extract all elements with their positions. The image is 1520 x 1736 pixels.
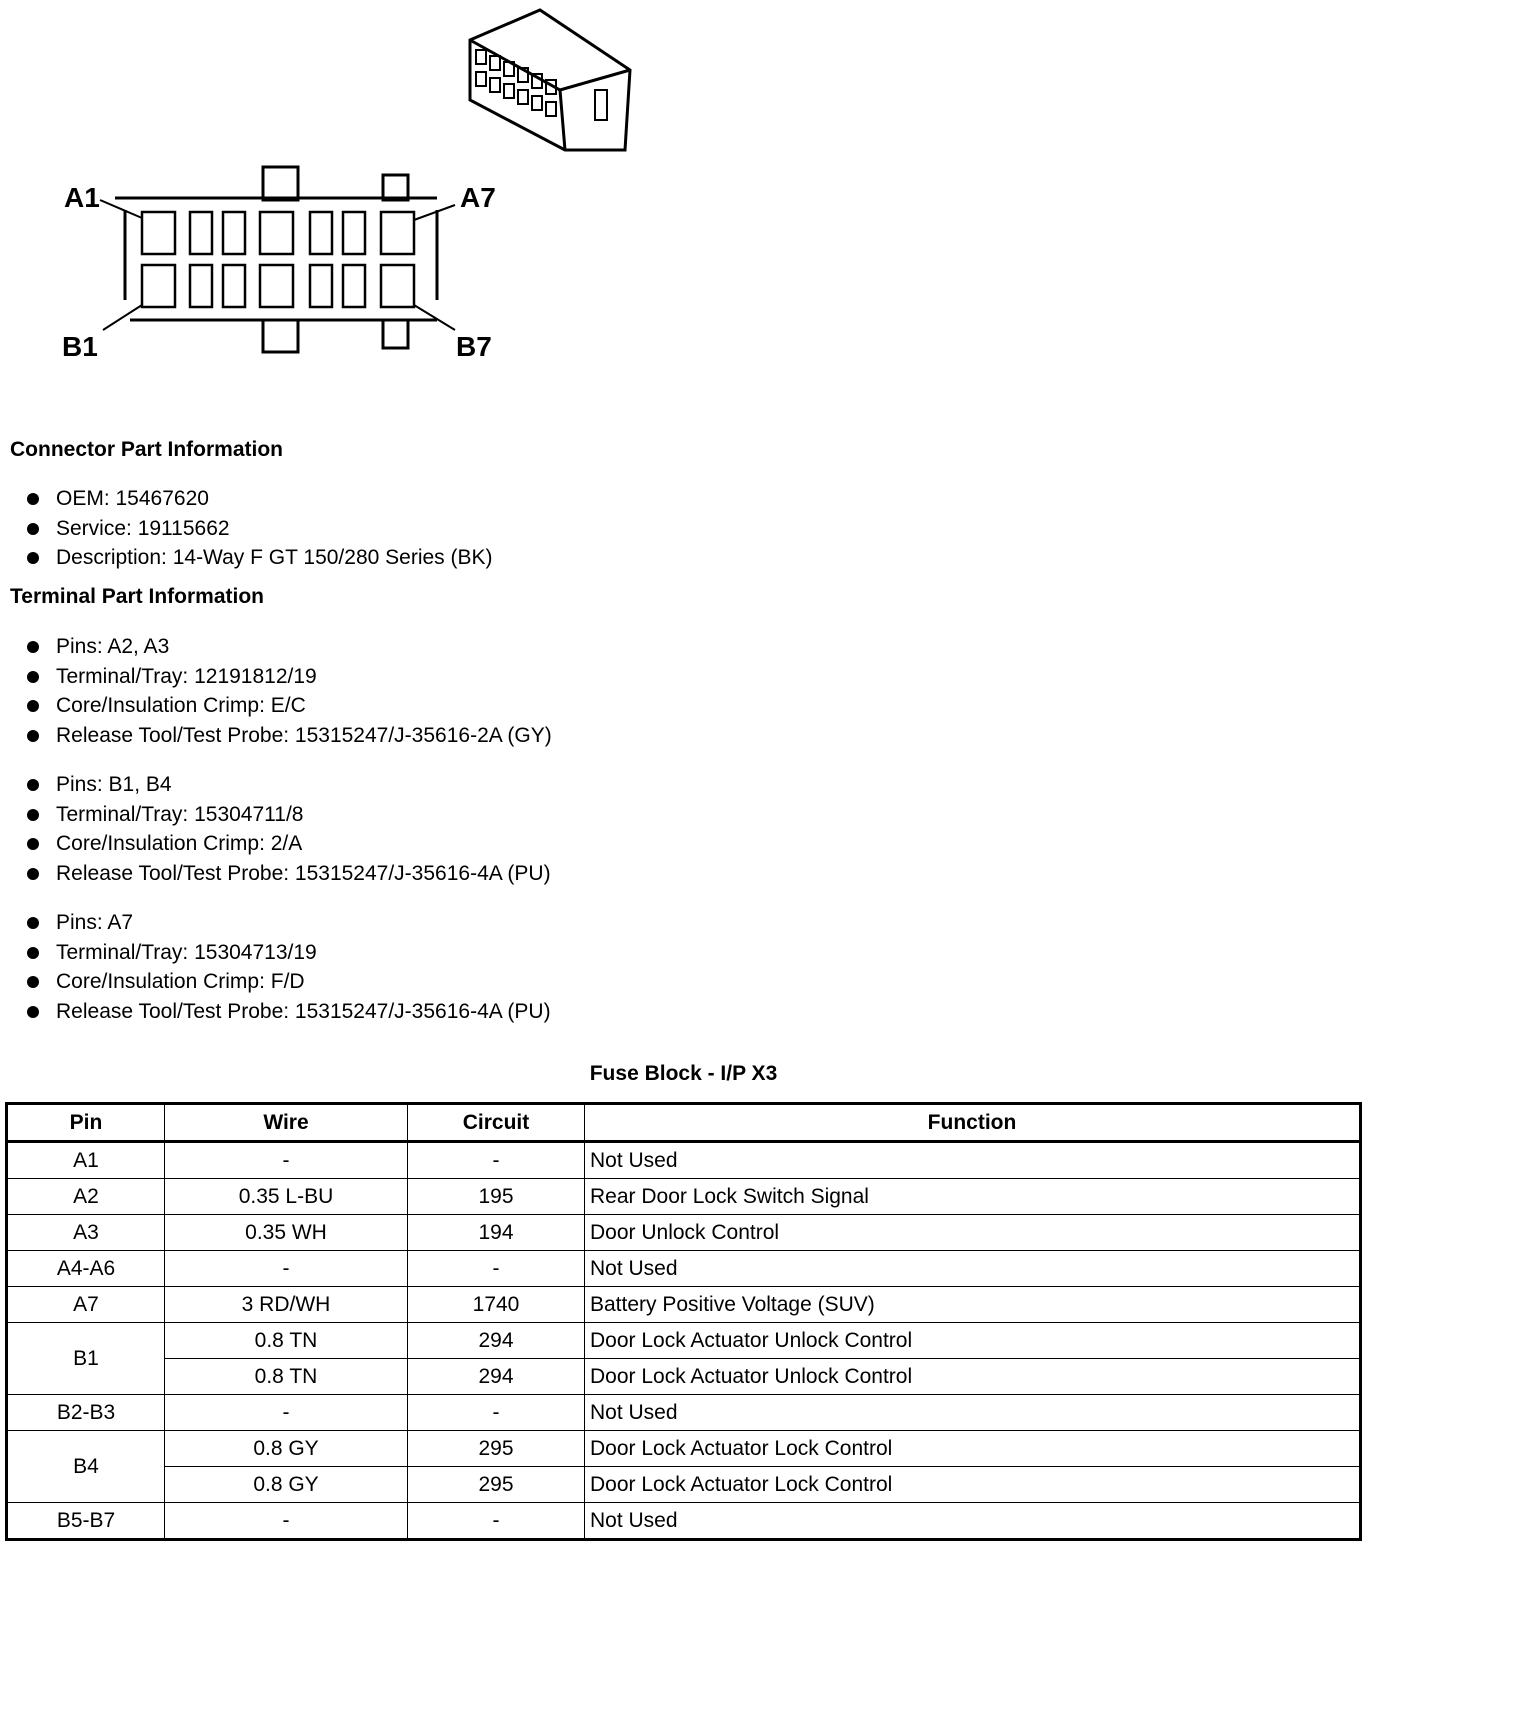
- terminal-group-1: [10, 632, 552, 750]
- list-item: Release Tool/Test Probe: 15315247/J-35616-4A (PU): [10, 997, 551, 1027]
- function-cell: Door Lock Actuator Lock Control: [585, 1431, 1361, 1467]
- function-cell: Rear Door Lock Switch Signal: [585, 1179, 1361, 1215]
- list-item: OEM: 15467620: [10, 484, 493, 514]
- connector-info-list: [10, 484, 493, 573]
- circuit-cell: -: [408, 1251, 585, 1287]
- pinout-table: [5, 1102, 1362, 1541]
- terminal-info-heading: Terminal Part Information: [10, 585, 264, 608]
- list-item: Pins: B1, B4: [10, 770, 551, 800]
- column-header: Circuit: [408, 1104, 585, 1142]
- list-item: Core/Insulation Crimp: E/C: [10, 691, 552, 721]
- pin-cell: A1: [7, 1142, 165, 1179]
- table-row: [7, 1395, 1361, 1431]
- function-cell: Not Used: [585, 1142, 1361, 1179]
- circuit-cell: 195: [408, 1179, 585, 1215]
- table-row: [7, 1142, 1361, 1179]
- list-item: Core/Insulation Crimp: F/D: [10, 967, 551, 997]
- pin-cell: B1: [7, 1323, 165, 1395]
- pin-cell: A4-A6: [7, 1251, 165, 1287]
- list-item: Description: 14-Way F GT 150/280 Series (BK): [10, 543, 493, 573]
- column-header: Function: [585, 1104, 1361, 1142]
- pin-label-b1: B1: [62, 331, 98, 362]
- wire-cell: 0.8 GY: [165, 1467, 408, 1503]
- table-row: [7, 1359, 1361, 1395]
- connector-isometric-view: [470, 10, 630, 150]
- list-item: Terminal/Tray: 15304711/8: [10, 800, 551, 830]
- pin-label-a7: A7: [460, 182, 496, 213]
- list-item: Terminal/Tray: 12191812/19: [10, 662, 552, 692]
- table-row: [7, 1251, 1361, 1287]
- wire-cell: 0.8 TN: [165, 1323, 408, 1359]
- circuit-cell: -: [408, 1503, 585, 1540]
- wire-cell: 0.35 WH: [165, 1215, 408, 1251]
- circuit-cell: -: [408, 1142, 585, 1179]
- terminal-group-3: [10, 908, 551, 1026]
- function-cell: Not Used: [585, 1251, 1361, 1287]
- function-cell: Door Lock Actuator Lock Control: [585, 1467, 1361, 1503]
- pin-cell: B5-B7: [7, 1503, 165, 1540]
- table-row: [7, 1323, 1361, 1359]
- list-item: Release Tool/Test Probe: 15315247/J-35616-2A (GY): [10, 721, 552, 751]
- wire-cell: -: [165, 1503, 408, 1540]
- table-title: Fuse Block - I/P X3: [589, 1062, 778, 1085]
- pin-cell: B4: [7, 1431, 165, 1503]
- pin-cell: A2: [7, 1179, 165, 1215]
- function-cell: Door Lock Actuator Unlock Control: [585, 1323, 1361, 1359]
- wire-cell: -: [165, 1395, 408, 1431]
- list-item: Service: 19115662: [10, 514, 493, 544]
- function-cell: Not Used: [585, 1395, 1361, 1431]
- table-row: [7, 1287, 1361, 1323]
- list-item: Terminal/Tray: 15304713/19: [10, 938, 551, 968]
- list-item: Release Tool/Test Probe: 15315247/J-35616-4A (PU): [10, 859, 551, 889]
- table-row: [7, 1431, 1361, 1467]
- wire-cell: 0.8 GY: [165, 1431, 408, 1467]
- list-item: Pins: A2, A3: [10, 632, 552, 662]
- circuit-cell: 294: [408, 1359, 585, 1395]
- table-row: [7, 1467, 1361, 1503]
- function-cell: Battery Positive Voltage (SUV): [585, 1287, 1361, 1323]
- wire-cell: 3 RD/WH: [165, 1287, 408, 1323]
- pin-cell: A7: [7, 1287, 165, 1323]
- connector-info-heading: Connector Part Information: [10, 438, 284, 461]
- table-row: [7, 1215, 1361, 1251]
- wire-cell: -: [165, 1251, 408, 1287]
- pin-label-a1: A1: [64, 182, 100, 213]
- list-item: Pins: A7: [10, 908, 551, 938]
- table-row: [7, 1503, 1361, 1540]
- column-header: Wire: [165, 1104, 408, 1142]
- connector-face-view: [100, 167, 455, 352]
- pin-cell: A3: [7, 1215, 165, 1251]
- wire-cell: 0.8 TN: [165, 1359, 408, 1395]
- column-header: Pin: [7, 1104, 165, 1142]
- function-cell: Door Lock Actuator Unlock Control: [585, 1359, 1361, 1395]
- pin-label-b7: B7: [456, 331, 492, 362]
- terminal-group-2: [10, 770, 551, 888]
- function-cell: Door Unlock Control: [585, 1215, 1361, 1251]
- circuit-cell: 1740: [408, 1287, 585, 1323]
- circuit-cell: 295: [408, 1467, 585, 1503]
- circuit-cell: 295: [408, 1431, 585, 1467]
- wire-cell: -: [165, 1142, 408, 1179]
- circuit-cell: 294: [408, 1323, 585, 1359]
- wire-cell: 0.35 L-BU: [165, 1179, 408, 1215]
- circuit-cell: -: [408, 1395, 585, 1431]
- pin-cell: B2-B3: [7, 1395, 165, 1431]
- list-item: Core/Insulation Crimp: 2/A: [10, 829, 551, 859]
- function-cell: Not Used: [585, 1503, 1361, 1540]
- circuit-cell: 194: [408, 1215, 585, 1251]
- table-row: [7, 1179, 1361, 1215]
- connector-diagram: [0, 0, 700, 400]
